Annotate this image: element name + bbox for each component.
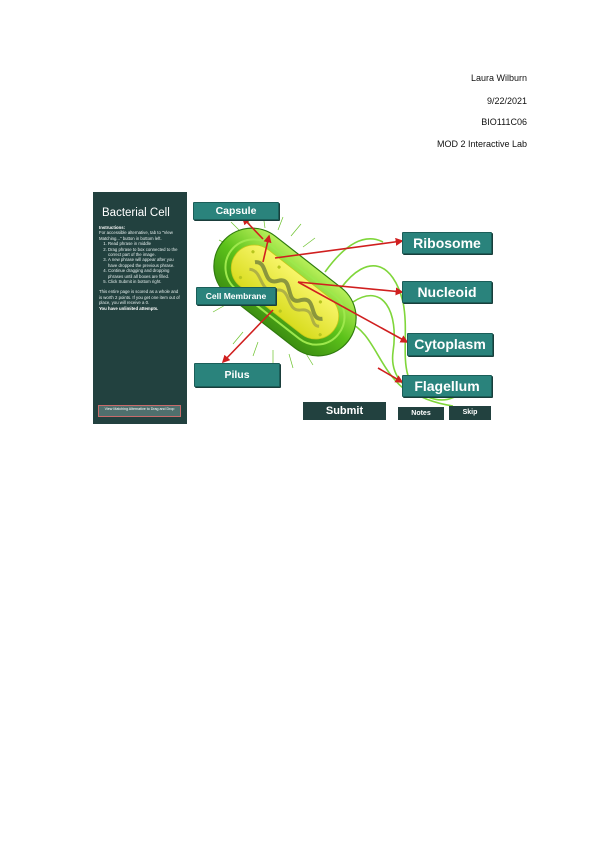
instruction-step: 2. Drag phrase to box connected to the correct part of the image. — [108, 247, 181, 258]
capsule-label[interactable]: Capsule — [193, 202, 279, 220]
instruction-step: 3. A new phrase will appear after you have dropped the previous phrase. — [108, 257, 181, 268]
skip-button[interactable]: Skip — [449, 406, 491, 420]
notes-button[interactable]: Notes — [398, 407, 444, 420]
cytoplasm-label[interactable]: Cytoplasm — [407, 333, 493, 356]
instructions-intro: For accessible alternative, tab to "View Matching..." button in bottom left. — [99, 230, 173, 241]
header-course: BIO111C06 — [481, 117, 527, 127]
header-date: 9/22/2021 — [486, 96, 527, 106]
submit-button[interactable]: Submit — [303, 402, 386, 420]
panel-title: Bacterial Cell — [102, 207, 170, 219]
instruction-step: 1. Read phrase in middle — [108, 241, 181, 246]
instructions-heading: Instructions: — [99, 225, 126, 230]
interactive-lab-screenshot — [93, 192, 493, 424]
view-matching-alternative-button[interactable]: View Matching Alternative to Drag and Drop — [98, 405, 181, 417]
header-name: Laura Wilburn — [470, 73, 527, 83]
nucleoid-label[interactable]: Nucleoid — [402, 281, 492, 303]
attempts-note: You have unlimited attempts. — [99, 305, 159, 311]
ribosome-label[interactable]: Ribosome — [402, 232, 492, 254]
instruction-step: 5. Click Submit in bottom right. — [108, 279, 181, 284]
header-assignment: MOD 2 Interactive Lab — [436, 139, 527, 149]
flagellum-label[interactable]: Flagellum — [402, 375, 492, 397]
instructions-panel — [93, 192, 187, 424]
cell-membrane-label[interactable]: Cell Membrane — [196, 287, 276, 305]
instruction-steps — [99, 241, 181, 284]
pilus-label[interactable]: Pilus — [194, 363, 280, 387]
instruction-step: 4. Continue dragging and dropping phrases until all boxes are filled. — [108, 268, 181, 279]
scoring-note: This entire page is scored as a whole and is worth 2 points. If you get one item out of place, you will receive a 0. — [99, 289, 180, 306]
